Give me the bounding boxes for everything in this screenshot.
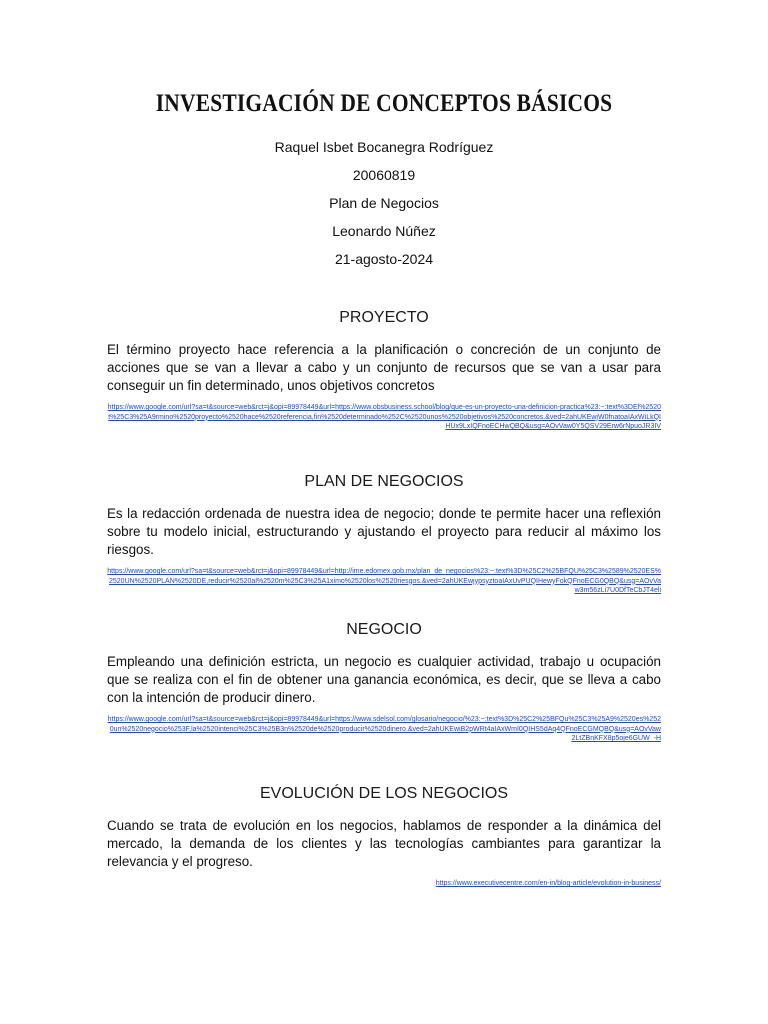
section-body: El término proyecto hace referencia a la planificación o concreción de un conjunto de acciones que se van a llevar a cabo y un conjunto de recursos que se van a usar para conseguir un fin determinado, unos objetivos concretos [107,342,661,393]
author-name: Raquel Isbet Bocanegra Rodríguez [274,139,494,155]
section-evolucion-de-los-negocios [107,784,661,889]
teacher-name: Leonardo Núñez [332,223,436,239]
student-id: 20060819 [352,167,416,183]
section-plan-de-negocios [107,472,661,596]
section-body: Empleando una definición estricta, un negocio es cualquier actividad, trabajo u ocupación que se realiza con el fin de obtener una ganancia económica, es decir, que se lleva a cabo con la intención de producir dinero. [107,654,661,705]
section-body: Es la redacción ordenada de nuestra idea de negocio; donde te permite hacer una reflexión sobre tu modelo inicial, estructurando y ajustando el proyecto para reducir al máximo los riesgos. [107,506,661,557]
source-link[interactable]: https://www.google.com/url?sa=t&source=web&rct=j&opi=89978449&url=https://www.sdelsol.com/glosario/negocio/%23:~:text%3D%25C2%25BFQu%25C3%25A9%2520es%2520un%2520negocio%253F,la%2520intenci%25C3%25B3n%2520de%2520producir%2520dinero.&ved=2ahUKEwiB2pWRt4aIAxWmI0QIHS5dAq4QFnoECGMQBQ&usg=AOvVaw2LtZBnKFX8p5oje6GUW_-H [107,716,661,742]
section-body: Cuando se trata de evolución en los negocios, hablamos de responder a la dinámica del mercado, la demanda de los clientes y las tecnologías cambiantes para garantizar la relevancia y el progreso. [107,818,661,869]
course-name: Plan de Negocios [329,195,439,211]
document-date: 21-agosto-2024 [334,251,434,267]
cover-info [0,133,768,273]
source-link[interactable]: https://www.executivecentre.com/en-in/blog-article/evolution-in-business/ [435,880,661,887]
document-title: INVESTIGACIÓN DE CONCEPTOS BÁSICOS [155,90,613,117]
source-link[interactable]: https://www.google.com/url?sa=t&source=web&rct=j&opi=89978449&url=http://ime.edomex.gob.mx/plan_de_negocios%23:~:text%3D%25C2%25BFQU%25C3%2589%2520ES%2520UN%2520PLAN%2520DE,reducir%2520al%2520m%25C3%25A1ximo%2520los%2520riesgos.&ved=2ahUKEwjypsyztoaIAxUvPUQIHewyFokQFnoECG0QBQ&usg=AOvVaw3m56zLi7U0DfTeCbJT4eli [107,568,661,594]
section-heading: EVOLUCIÓN DE LOS NEGOCIOS [259,785,509,802]
source-link[interactable]: https://www.google.com/url?sa=t&source=web&rct=j&opi=89978449&url=https://www.obsbusiness.school/blog/que-es-un-proyecto-una-definicion-practica%23:~:text%3DEl%2520t%25C3%25A9rmino%2520proyecto%2520hace%2520referencia,fin%2520determinado%252C%2520unos%2520objetivos%2520concretos.&ved=2ahUKEwjW0fnatoaIAxWiLkQIHUx9LxIQFnoECHwQBQ&usg=AOvVaw0Y5QSV29Erw6rNpuoJR3IV [107,404,661,430]
section-heading: NEGOCIO [346,621,422,638]
section-proyecto [107,308,661,432]
section-heading: PLAN DE NEGOCIOS [304,473,464,490]
section-heading: PROYECTO [339,309,429,326]
section-negocio [107,620,661,744]
